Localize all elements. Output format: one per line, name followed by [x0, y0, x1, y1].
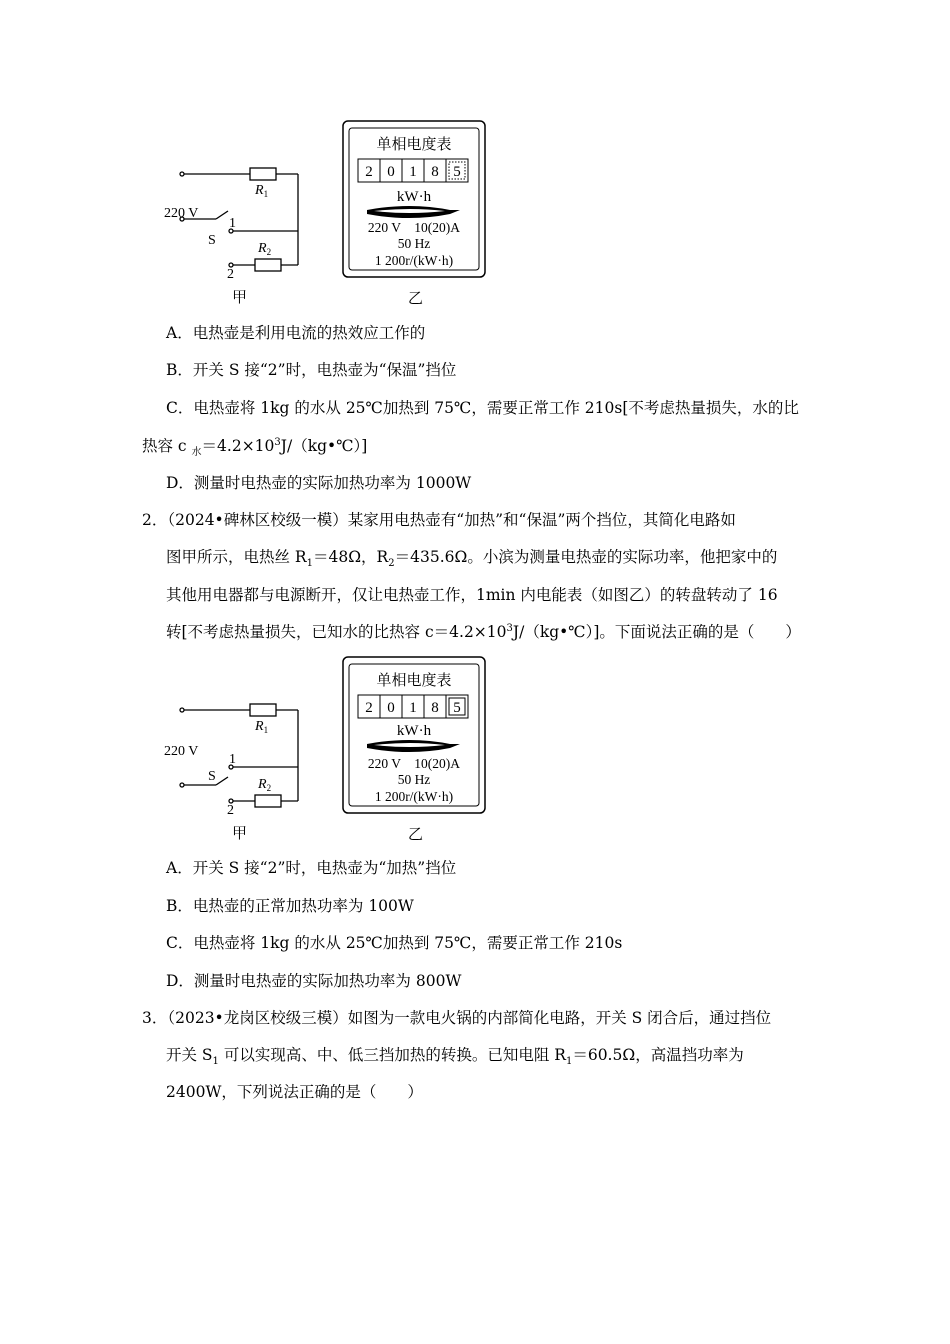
- meter-digit-5: 5: [453, 700, 461, 716]
- switch-pos-1: 1: [229, 752, 236, 767]
- switch-pos-1: 1: [229, 216, 236, 231]
- q1-option-a: A．电热壶是利用电流的热效应工作的: [166, 324, 426, 342]
- meter-digit-3: 1: [409, 700, 417, 716]
- meter-digit-5: 5: [453, 164, 461, 180]
- q2-option-b: B．电热壶的正常加热功率为 100W: [166, 897, 414, 915]
- meter-spec-3: 1 200r/(kW·h): [374, 789, 454, 804]
- meter-digit-2: 0: [387, 700, 395, 716]
- q3-stem-line3: 2400W，下列说法正确的是（ ）: [166, 1083, 423, 1101]
- energy-meter: [343, 657, 485, 813]
- q2-option-c: C．电热壶将 1kg 的水从 25℃加热到 75℃，需要正常工作 210s: [166, 934, 623, 952]
- meter-digit-4: 8: [431, 164, 439, 180]
- q2-stem-line1: 2．（2024•碑林区校级一模）某家用电热壶有“加热”和“保温”两个挡位，其简化电路如: [142, 511, 736, 529]
- energy-meter: [343, 121, 485, 277]
- meter-digit-4: 8: [431, 700, 439, 716]
- caption-jia: 甲: [232, 826, 248, 842]
- q1-option-d: D．测量时电热壶的实际加热功率为 1000W: [166, 474, 472, 492]
- q3-stem-line1: 3．（2023•龙岗区校级三模）如图为一款电火锅的内部简化电路，开关 S 闭合后，通过挡位: [142, 1009, 772, 1027]
- q1-option-c-line1: C．电热壶将 1kg 的水从 25℃加热到 75℃，需要正常工作 210s[不考虑热量损失，水的比: [166, 399, 799, 417]
- q1-option-b: B．开关 S 接“2”时，电热壶为“保温”挡位: [166, 361, 457, 379]
- q2-stem-line3: 其他用电器都与电源断开，仅让电热壶工作，1min 内电能表（如图乙）的转盘转动了 16: [166, 586, 778, 604]
- q1-option-c-line2: 热容 c $_水=4.2\times 10^3J/(kg•℃)$]: [142, 436, 368, 459]
- meter-unit: kW·h: [396, 723, 432, 739]
- switch-pos-2: 2: [227, 267, 234, 282]
- figure-circuit-meter-1: [160, 118, 500, 318]
- caption-yi: 乙: [408, 827, 424, 843]
- meter-digit-2: 0: [387, 164, 395, 180]
- meter-spec-1: 220 V 10(20)A: [367, 756, 461, 771]
- voltage-label: 220 V: [164, 206, 199, 221]
- meter-spec-2: 50 Hz: [397, 772, 431, 787]
- meter-title: 单相电度表: [376, 137, 452, 153]
- switch-pos-2: 2: [227, 803, 234, 818]
- meter-spec-3: 1 200r/(kW·h): [374, 253, 454, 268]
- r1-label: $R_1$: [255, 183, 269, 199]
- r2-label: $R_2$: [258, 777, 272, 793]
- meter-spec-1: 220 V 10(20)A: [367, 220, 461, 235]
- meter-digit-1: 2: [365, 700, 373, 716]
- voltage-label: 220 V: [164, 744, 199, 759]
- meter-title: 单相电度表: [376, 673, 452, 689]
- caption-jia: 甲: [232, 290, 248, 306]
- meter-digit-1: 2: [365, 164, 373, 180]
- q2-stem-line4: 转[不考虑热量损失，已知水的比热容 $c=4.2\times 10^3J/(kg•℃)$]。下面说法正确的是（ ）: [166, 622, 801, 641]
- q3-stem-line2: 开关 $S_1$ 可以实现高、中、低三挡加热的转换。已知电阻 $R_1=60.5\Omega$，高温挡功率为: [166, 1046, 744, 1068]
- q2-option-d: D．测量时电热壶的实际加热功率为 800W: [166, 972, 462, 990]
- meter-unit: kW·h: [396, 189, 432, 205]
- r1-label: $R_1$: [255, 719, 269, 735]
- q2-stem-line2: 图甲所示，电热丝 $R_1=48\Omega$，$R_2=435.6\Omega$。小滨为测量电热壶的实际功率，他把家中的: [166, 548, 778, 570]
- figure-circuit-meter-2: [160, 654, 500, 854]
- meter-spec-2: 50 Hz: [397, 236, 431, 251]
- switch-label: S: [208, 233, 216, 248]
- caption-yi: 乙: [408, 291, 424, 307]
- switch-label: S: [208, 769, 216, 784]
- q2-option-a: A．开关 S 接“2”时，电热壶为“加热”挡位: [166, 859, 457, 877]
- meter-digit-3: 1: [409, 164, 417, 180]
- r2-label: $R_2$: [258, 241, 272, 257]
